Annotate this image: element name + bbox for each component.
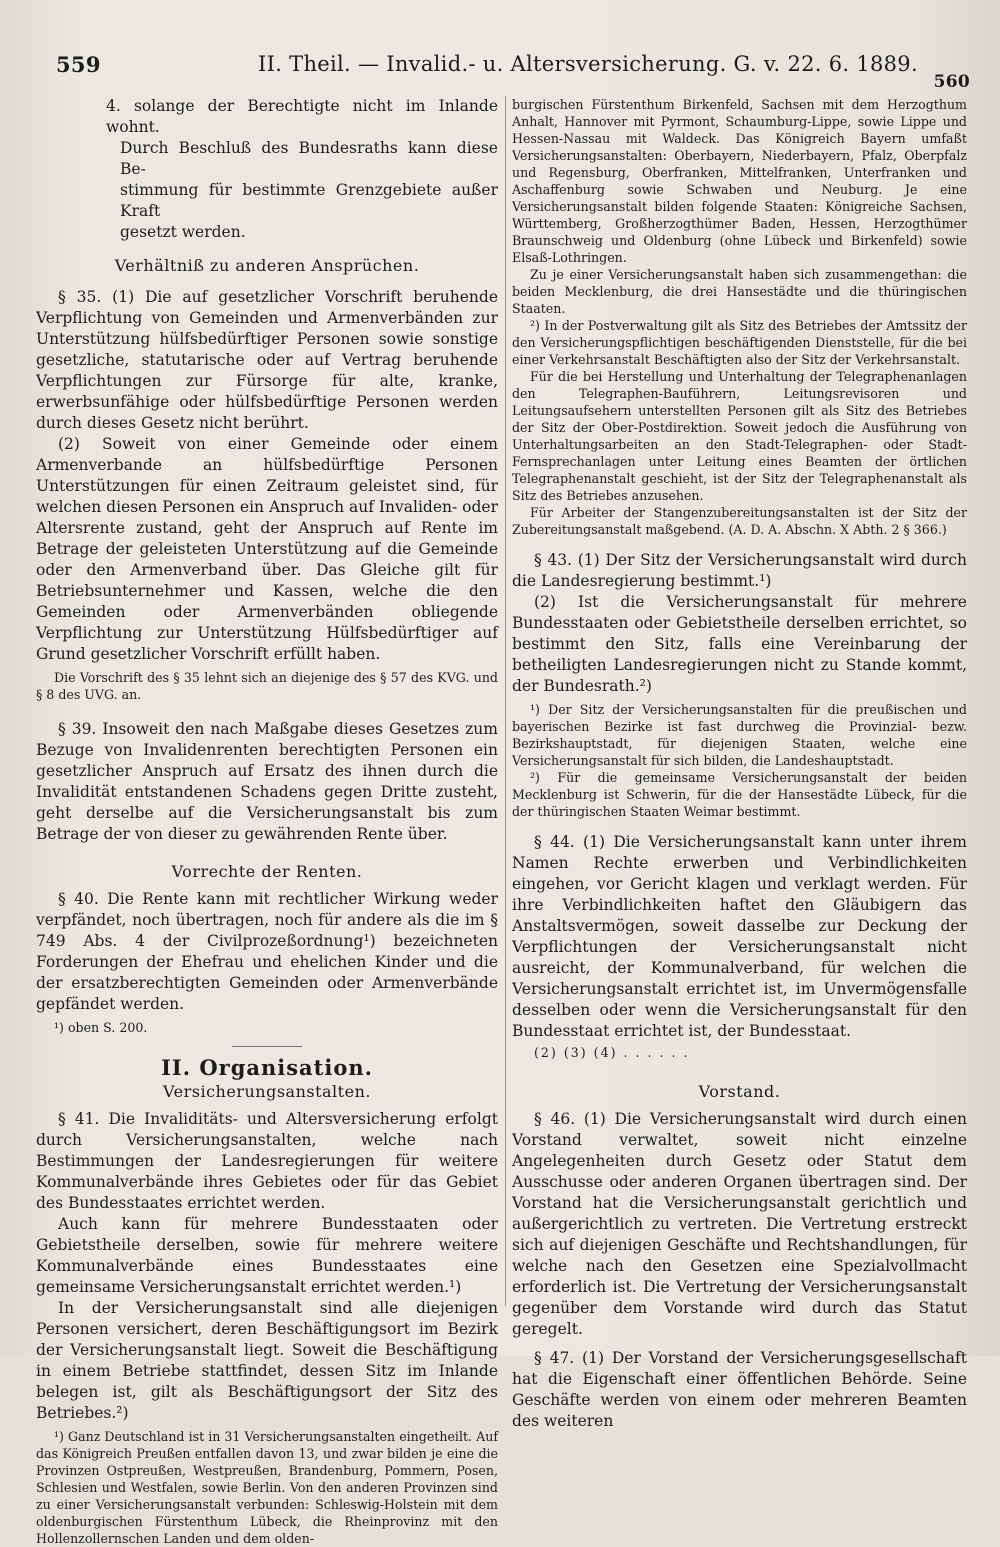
- section-40-footnote: ¹) oben S. 200.: [54, 1020, 148, 1035]
- item-4-line2: Durch Beschluß des Bundesraths kann diese Be-: [120, 139, 498, 178]
- heading-versicherungsanstalten: Versicherungsanstalten.: [163, 1082, 371, 1101]
- heading-vorrechte: Vorrechte der Renten.: [171, 862, 363, 881]
- footnote-2-para-3: Für Arbeiter der Stangenzubereitungsanstalten ist der Sitz der Zubereitungsanstalt maßgebend. (A. D. A. Abschn. X Abth. 2 § 366.): [512, 505, 967, 537]
- section-41-para-3: In der Versicherungsanstalt sind alle diejenigen Personen versichert, deren Beschäftigungsort im Bezirk der Versicherungsanstalt liegt. Soweit die Beschäftigung in einem Betriebe stattfindet, dessen Sitz im Inlande belegen ist, gilt als Beschäftigungsort der Sitz des Betriebes.²): [36, 1299, 498, 1422]
- section-41-footnote-1: ¹) Ganz Deutschland ist in 31 Versicherungsanstalten eingetheilt. Auf das Königreich Preußen entfallen davon 13, und zwar bilden je eine die Provinzen Ostpreußen, Westpreußen, Brandenburg, Pommern, Posen, Schlesien und Westfalen, sowie Berlin. Von den anderen Provinzen sind zu einer Versicherungsanstalt verbunden: Schleswig-Holstein mit dem oldenburgischen Fürstenthum Lübeck, die Rheinprovinz mit den Hollenzollernschen Landen und dem olden-: [36, 1429, 498, 1546]
- page-number-right: 560: [933, 72, 970, 92]
- section-46: § 46. (1) Die Versicherungsanstalt wird durch einen Vorstand verwaltet, soweit nicht einzelne Angelegenheiten durch Gesetz oder Statut dem Ausschusse oder anderen Organen übertragen sind. Der Vorstand hat die Versicherungsanstalt gerichtlich und außergerichtlich zu vertreten. Die Vertretung erstreckt sich auf diejenigen Geschäfte und Rechtshandlungen, für welche nach den Gesetzen eine Spezialvollmacht erforderlich ist. Die Vertretung der Versicherungsanstalt gegenüber dem Vorstande wird durch das Statut geregelt.: [512, 1110, 967, 1338]
- section-35-note: Die Vorschrift des § 35 lehnt sich an diejenige des § 57 des KVG. und § 8 des UVG. an.: [36, 670, 498, 702]
- left-column: [36, 96, 498, 1547]
- right-column: [512, 96, 967, 1432]
- section-44-omitted: (2) (3) (4) . . . . . .: [534, 1045, 690, 1060]
- section-39: § 39. Insoweit den nach Maßgabe dieses Gesetzes zum Bezuge von Invalidenrenten berechtigten Personen ein gesetzlicher Anspruch auf Ersatz des ihnen durch die Invalidität entstandenen Schadens gegen Dritte zusteht, geht derselbe auf die Versicherungsanstalt bis zum Betrage der von dieser zu gewährenden Rente über.: [36, 720, 498, 843]
- footnote-2-para-2: Für die bei Herstellung und Unterhaltung der Telegraphenanlagen den Telegraphen-Bauführern, Leitungsrevisoren und Leitungsaufsehern unterstellten Personen gilt als Sitz des Betriebes der Sitz der Ober-Postdirektion. Soweit jedoch die Ausführung von Unterhaltungsarbeiten an den Stadt-Telegraphen- oder Stadt-Fernsprechanlagen unter Leitung eines Beamten der örtlichen Telegraphenanstalt geschieht, ist der Sitz der Telegraphenanstalt als Sitz des Betriebes anzusehen.: [512, 369, 967, 503]
- column-divider: [505, 96, 506, 1306]
- section-43-footnote-2: ²) Für die gemeinsame Versicherungsanstalt der beiden Mecklenburg ist Schwerin, für die der Hansestädte Lübeck, für die der thüringischen Staaten Weimar bestimmt.: [512, 770, 967, 819]
- section-43-footnote-1: ¹) Der Sitz der Versicherungsanstalten für die preußischen und bayerischen Bezirke ist fast durchweg die Provinzial- bezw. Bezirkshauptstadt, für diejenigen Staaten, welche eine Versicherungsanstalt für sich bilden, die Landeshauptstadt.: [512, 702, 967, 768]
- section-47: § 47. (1) Der Vorstand der Versicherungsgesellschaft hat die Eigenschaft einer öffentlichen Behörde. Seine Geschäfte werden von einem oder mehreren Beamten des weiteren: [512, 1349, 967, 1430]
- page-number-left: 559: [56, 52, 101, 77]
- running-header: II. Theil. — Invalid.- u. Altersversicherung. G. v. 22. 6. 1889.: [258, 52, 918, 76]
- item-4-line4: gesetzt werden.: [120, 223, 246, 241]
- section-43-para-1: § 43. (1) Der Sitz der Versicherungsanstalt wird durch die Landesregierung bestimmt.¹): [512, 551, 967, 590]
- footnote-2: ²) In der Postverwaltung gilt als Sitz des Betriebes der Amtssitz der den Versicherungspflichtigen beschäftigenden Dienststelle, für die bei einer Verkehrsanstalt Beschäftigten also der Sitz der Verkehrsanstalt.: [512, 318, 967, 367]
- footnote-continuation: burgischen Fürstenthum Birkenfeld, Sachsen mit dem Herzogthum Anhalt, Hannover mit Pyrmont, Schaumburg-Lippe, sowie Lippe und Hessen-Nassau mit Waldeck. Das Königreich Bayern umfaßt Versicherungsanstalten: Oberbayern, Niederbayern, Pfalz, Oberpfalz und Regensburg, Oberfranken, Mittelfranken, Unterfranken und Aschaffenburg sowie Schwaben und Neuburg. Je eine Versicherungsanstalt bilden folgende Staaten: Königreiche Sachsen, Württemberg, Großherzogthümer Baden, Hessen, Herzogthümer Braunschweig und Oldenburg (ohne Lübeck und Birkenfeld) sowie Elsaß-Lothringen.: [512, 97, 967, 265]
- section-44: § 44. (1) Die Versicherungsanstalt kann unter ihrem Namen Rechte erwerben und Verbindlichkeiten eingehen, vor Gericht klagen und verklagt werden. Für ihre Verbindlichkeiten haftet den Gläubigern das Anstaltsvermögen, soweit dasselbe zur Deckung der Verpflichtungen der Versicherungsanstalt nicht ausreicht, der Kommunalverband, für welchen die Versicherungsanstalt errichtet ist, im Unvermögensfalle desselben oder wenn die Versicherungsanstalt für den Bundesstaat errichtet ist, der Bundesstaat.: [512, 833, 967, 1040]
- section-41-para-1: § 41. Die Invaliditäts- und Altersversicherung erfolgt durch Versicherungsanstalten, welche nach Bestimmungen der Landesregierungen für weitere Kommunalverbände ihres Gebietes oder für das Gebiet des Bundesstaates errichtet werden.: [36, 1110, 498, 1212]
- item-4-line3: stimmung für bestimmte Grenzgebiete außer Kraft: [120, 181, 498, 220]
- section-title-organisation: II. Organisation.: [161, 1055, 373, 1080]
- section-35-para-2: (2) Soweit von einer Gemeinde oder einem Armenverbande an hülfsbedürftige Personen Unterstützungen für einen Zeitraum geleistet sind, für welchen diesen Personen ein Anspruch auf Invaliden- oder Altersrente zustand, geht der Anspruch auf Rente im Betrage der geleisteten Unterstützung auf die Gemeinde oder den Armenverband über. Das Gleiche gilt für Betriebsunternehmer und Kassen, welche die den Gemeinden oder Armenverbänden obliegende Verpflichtung zur Unterstützung Hülfsbedürftiger auf Grund gesetzlicher Vorschrift erfüllt haben.: [36, 435, 498, 663]
- footnote-continuation-para-2: Zu je einer Versicherungsanstalt haben sich zusammengethan: die beiden Mecklenburg, die drei Hansestädte und die thüringischen Staaten.: [512, 267, 967, 316]
- section-35-para-1: § 35. (1) Die auf gesetzlicher Vorschrift beruhende Verpflichtung von Gemeinden und Armenverbänden zur Unterstützung hülfsbedürftiger Personen sowie sonstige gesetzliche, statutarische oder auf Vertrag beruhende Verpflichtungen zur Fürsorge für alte, kranke, erwerbsunfähige oder hülfsbedürftige Personen werden durch dieses Gesetz nicht berührt.: [36, 288, 498, 432]
- section-divider: [232, 1046, 302, 1047]
- section-40: § 40. Die Rente kann mit rechtlicher Wirkung weder verpfändet, noch übertragen, noch für andere als die im § 749 Abs. 4 der Civilprozeßordnung¹) bezeichneten Forderungen der Ehefrau und ehelichen Kinder und die der ersatzberechtigten Gemeinden oder Armenverbände gepfändet werden.: [36, 890, 498, 1013]
- heading-vorstand: Vorstand.: [698, 1082, 781, 1101]
- section-43-para-2: (2) Ist die Versicherungsanstalt für mehrere Bundesstaaten oder Gebietstheile derselben errichtet, so bestimmt den Sitz, falls eine Vereinbarung der betheiligten Landesregierungen nicht zu Stande kommt, der Bundesrath.²): [512, 593, 967, 695]
- item-4-line1: 4. solange der Berechtigte nicht im Inlande wohnt.: [106, 97, 498, 136]
- heading-verhaeltniss: Verhältniß zu anderen Ansprüchen.: [114, 256, 420, 275]
- section-41-para-2: Auch kann für mehrere Bundesstaaten oder Gebietstheile derselben, sowie für mehrere weitere Kommunalverbände eines Bundesstaates eine gemeinsame Versicherungsanstalt errichtet werden.¹): [36, 1215, 498, 1296]
